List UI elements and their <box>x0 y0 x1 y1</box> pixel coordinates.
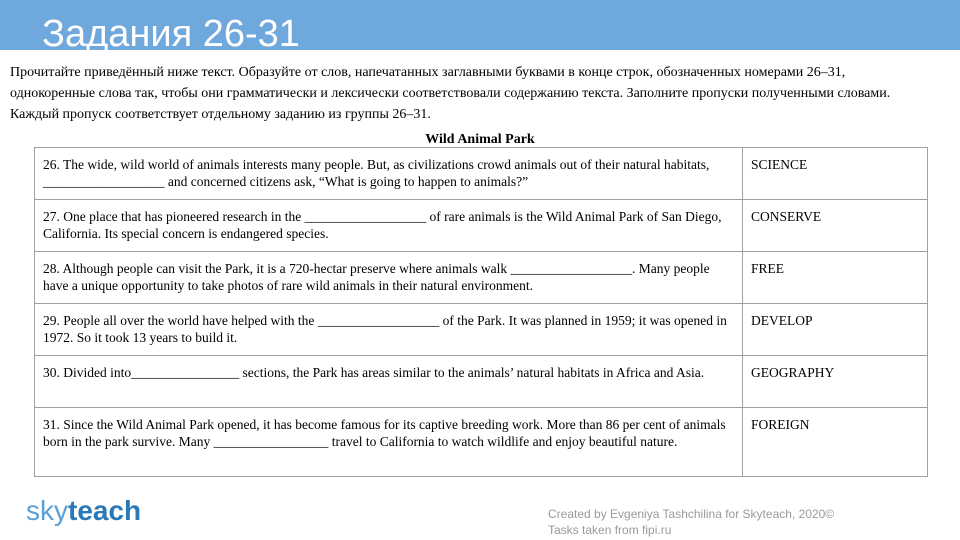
tasks-table <box>34 147 928 477</box>
task-text: 28. Although people can visit the Park, it is a 720-hectar preserve where animals walk __________________. Many people have a unique opportunity to take photos of rare wild animals in their natural environment. <box>35 252 743 304</box>
credit <box>548 506 834 538</box>
task-text: 26. The wide, wild world of animals interests many people. But, as civilizations crowd animals out of their natural habitats, __________________ and concerned citizens ask, “What is going to happen to animals?” <box>35 148 743 200</box>
logo-sky: sky <box>26 495 68 526</box>
table-row <box>35 356 928 408</box>
task-text: 30. Divided into________________ sections, the Park has areas similar to the animals’ natural habitats in Africa and Asia. <box>35 356 743 408</box>
credit-line: Tasks taken from fipi.ru <box>548 523 672 537</box>
table-row <box>35 304 928 356</box>
instructions <box>10 62 945 125</box>
task-text: 27. One place that has pioneered research in the __________________ of rare animals is the Wild Animal Park of San Diego, California. Its special concern is endangered species. <box>35 200 743 252</box>
credit-line: Created by Evgeniya Tashchilina for Skyteach, 2020© <box>548 507 835 521</box>
task-word: GEOGRAPHY <box>743 356 928 408</box>
task-word: FREE <box>743 252 928 304</box>
table-row <box>35 252 928 304</box>
table-row <box>35 200 928 252</box>
task-word: SCIENCE <box>743 148 928 200</box>
task-text: 31. Since the Wild Animal Park opened, it has become famous for its captive breeding work. More than 86 per cent of animals born in the park survive. Many _________________ travel to California to watch wildlife and enjoy beautiful nature. <box>35 408 743 477</box>
task-word: DEVELOP <box>743 304 928 356</box>
table-title: Wild Animal Park <box>425 132 535 147</box>
instructions-line: Прочитайте приведённый ниже текст. Образуйте от слов, напечатанных заглавными буквами в конце строк, обозначенных номерами 26–31, <box>10 65 846 80</box>
task-word: FOREIGN <box>743 408 928 477</box>
task-word: CONSERVE <box>743 200 928 252</box>
slide-title: Задания 26-31 <box>42 13 300 55</box>
table-row <box>35 408 928 477</box>
task-text: 29. People all over the world have helped with the __________________ of the Park. It was planned in 1959; it was opened in 1972. So it took 13 years to build it. <box>35 304 743 356</box>
table-row <box>35 148 928 200</box>
instructions-line: Каждый пропуск соответствует отдельному заданию из группы 26–31. <box>10 107 431 122</box>
instructions-line: однокоренные слова так, чтобы они грамматически и лексически соответствовали содержанию текста. Заполните пропуски полученными словами. <box>10 86 891 101</box>
logo-teach: teach <box>68 495 142 526</box>
skyteach-logo <box>26 494 141 528</box>
